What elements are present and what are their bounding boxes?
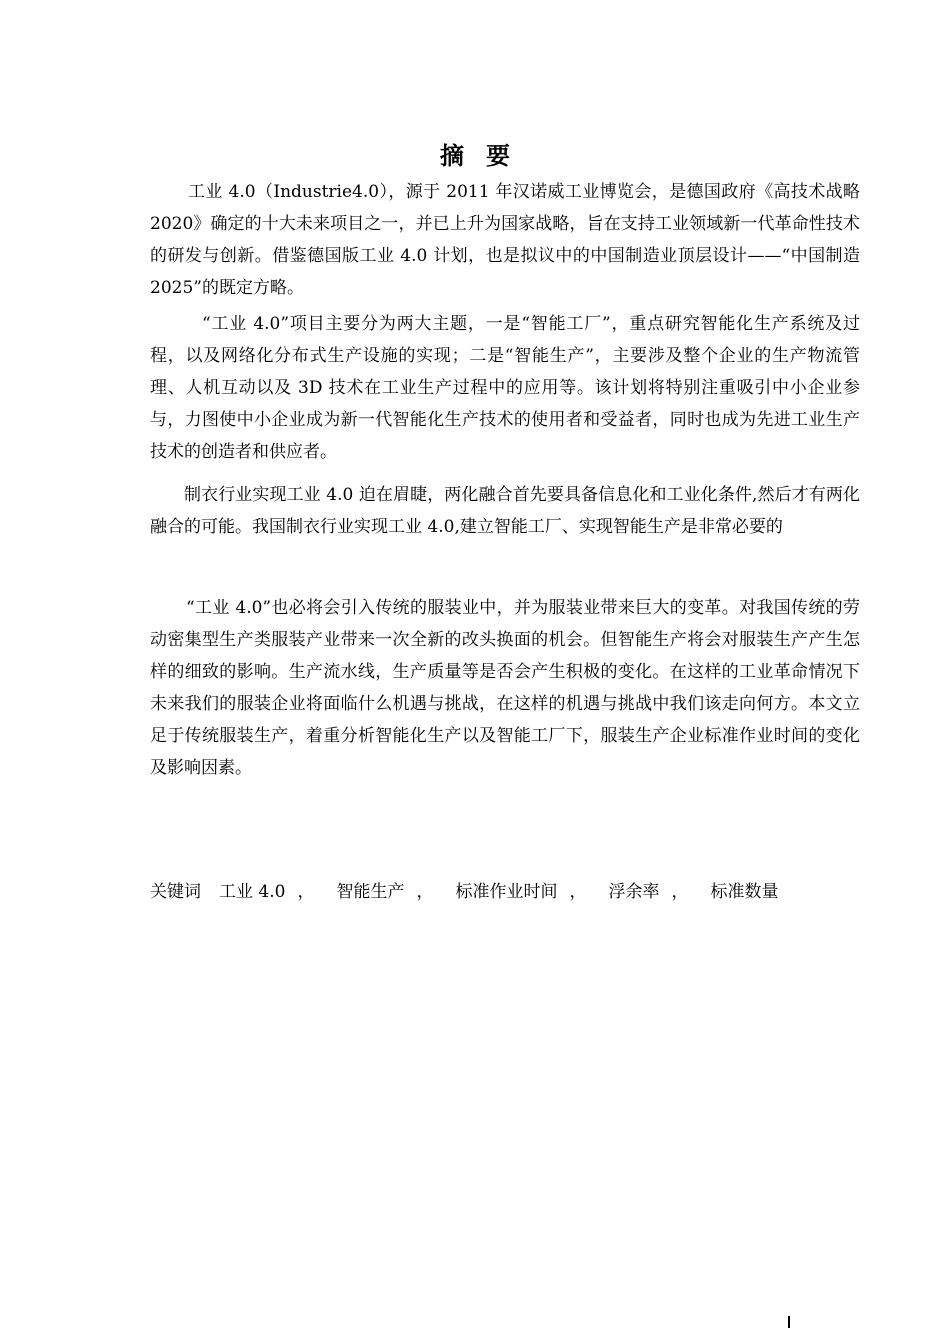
keyword-separator: ， bbox=[297, 882, 315, 902]
keyword-item: 标准作业时间 bbox=[455, 882, 558, 902]
keyword-item: 工业 4.0 bbox=[219, 882, 286, 902]
keyword-separator: ， bbox=[569, 882, 587, 902]
abstract-paragraph-3: 制衣行业实现工业 4.0 迫在眉睫，两化融合首先要具备信息化和工业化条件,然后才有两化融合的可能。我国制衣行业实现工业 4.0,建立智能工厂、实现智能生产是非常必要的 bbox=[150, 485, 860, 537]
abstract-paragraph-2: “工业 4.0”项目主要分为两大主题，一是“智能工厂”，重点研究智能化生产系统及过程，以及网络化分布式生产设施的实现；二是“智能生产”，主要涉及整个企业的生产物流管理、人机互动以及 3D 技术在工业生产过程中的应用等。该计划将特别注重吸引中小企业参与，力图使中小企业成为新一代智能化生产技术的使用者和受益者，同时也成为先进工业生产技术的创造者和供应者。 bbox=[150, 314, 860, 462]
keyword-separator: ， bbox=[671, 882, 689, 902]
abstract-paragraph-1: 工业 4.0（Industrie4.0），源于 2011 年汉诺威工业博览会，是德国政府《高技术战略 2020》确定的十大未来项目之一，并已上升为国家战略，旨在支持工业领域新一代革命性技术的研发与创新。借鉴德国版工业 4.0 计划，也是拟议中的中国制造业顶层设计——“中国制造 2025”的既定方略。 bbox=[150, 182, 860, 298]
page-number-mark bbox=[788, 1316, 790, 1328]
abstract-title: 摘要 bbox=[440, 142, 532, 170]
keywords-label: 关键词 bbox=[150, 882, 201, 902]
keyword-item: 智能生产 bbox=[336, 882, 405, 902]
keyword-item: 浮余率 bbox=[608, 882, 660, 902]
keywords-line bbox=[150, 876, 860, 908]
keyword-separator: ， bbox=[416, 882, 434, 902]
keyword-item: 标准数量 bbox=[710, 882, 779, 902]
abstract-paragraph-4: “工业 4.0”也必将会引入传统的服装业中，并为服装业带来巨大的变革。对我国传统的劳动密集型生产类服装产业带来一次全新的改头换面的机会。但智能生产将会对服装生产产生怎样的细致的影响。生产流水线，生产质量等是否会产生积极的变化。在这样的工业革命情况下未来我们的服装企业将面临什么机遇与挑战，在这样的机遇与挑战中我们该走向何方。本文立足于传统服装生产，着重分析智能化生产以及智能工厂下，服装生产企业标准作业时间的变化及影响因素。 bbox=[150, 598, 860, 778]
